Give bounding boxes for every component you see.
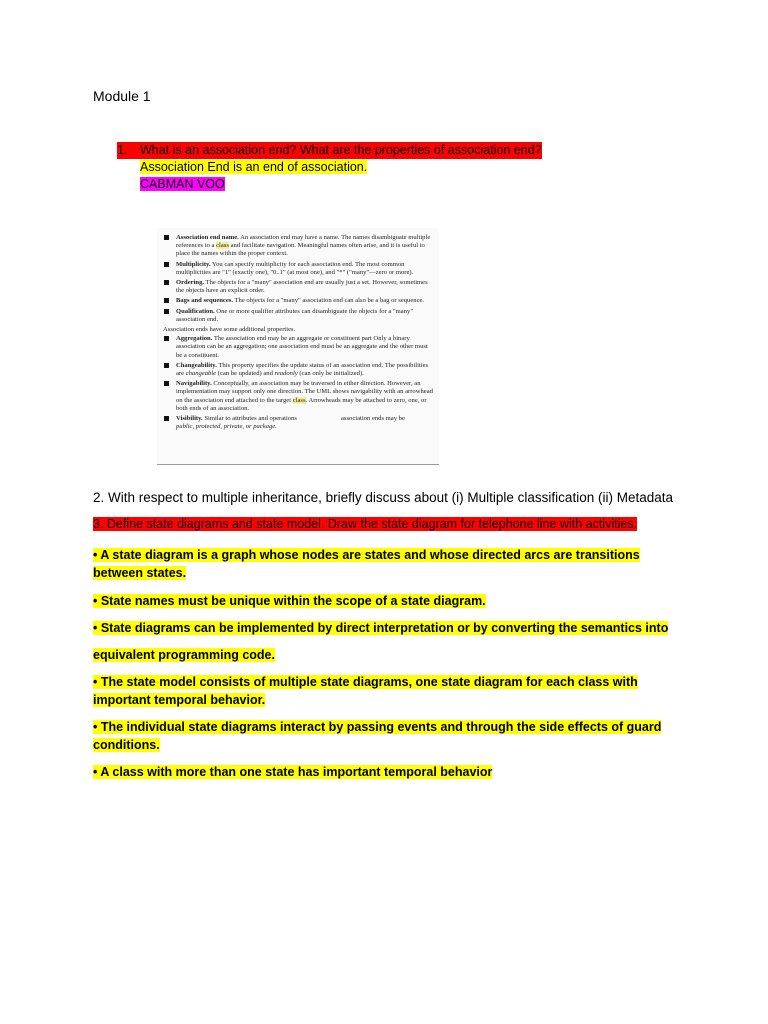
question-3-text: 3. Define state diagrams and state model. Draw the state diagram for telephone line with activities.: [93, 517, 638, 531]
bullet-square-icon: [164, 235, 169, 240]
question-1: [117, 142, 542, 159]
question-1-answer: Association End is an end of association.: [140, 160, 368, 174]
bullet-state-diagram-graph: • A state diagram is a graph whose nodes are states and whose directed arcs are transitions between states.: [93, 548, 640, 580]
question-1-block: [117, 142, 542, 193]
question-1-number: 1.: [117, 142, 140, 159]
bullet-state-names-unique: • State names must be unique within the scope of a state diagram.: [93, 594, 486, 608]
scan-item-qualification: Qualification. One or more qualifier attributes can disambiguate the objects for a "many" association end.: [163, 308, 435, 324]
scan-item-navigability: Navigability. Conceptually, an association may be traversed in either direction. However, an implementation may support only one direction. The UML shows navigability with an arrowhead on the association end attached to the target class. Arrowheads may be attached to zero, one, or both ends of an association.: [163, 380, 435, 413]
bullet-temporal-behavior: • A class with more than one state has important temporal behavior: [93, 765, 493, 779]
scanned-textbook-excerpt: [157, 228, 439, 465]
scan-item-aggregation: Aggregation. The association end may be an aggregate or constituent part Only a binary association can be an aggregation; one association end must be an aggregate and the other must be a constituent.: [163, 335, 435, 360]
question-1-text: What is an association end? What are the properties of association end?: [140, 143, 542, 157]
scan-item-multiplicity: Multiplicity. You can specify multiplicity for each association end. The most common multiplicities are "1" (exactly one), "0..1" (at most one), and "*" ("many"—zero or more).: [163, 261, 435, 277]
cabman-voo-note: CABMAN VOO: [140, 177, 225, 191]
module-title: Module 1: [93, 88, 151, 104]
scan-item-association-end-name: Association end name. An association end may have a name. The names disambiguate multiple references to a class and facilitate navigation. Meaningful names often arise, and it is useful to place the names within the proper context.: [163, 234, 435, 259]
bullet-square-icon: [164, 416, 169, 421]
bullet-implementation-line-2: equivalent programming code.: [93, 648, 275, 662]
bullet-state-model: • The state model consists of multiple state diagrams, one state diagram for each class with important temporal behavior.: [93, 675, 638, 707]
bullet-square-icon: [164, 262, 169, 267]
bullet-square-icon: [164, 336, 169, 341]
bullet-square-icon: [164, 280, 169, 285]
bullet-square-icon: [164, 309, 169, 314]
question-3: [93, 517, 637, 531]
scan-item-visibility: Visibility. Similar to attributes and operations association ends may be public, protected, private, or package.: [163, 415, 435, 431]
bullet-square-icon: [164, 298, 169, 303]
question-2: 2. With respect to multiple inheritance, briefly discuss about (i) Multiple classification (ii) Metadata: [93, 490, 673, 505]
bullet-square-icon: [164, 363, 169, 368]
bullet-implementation-line-1: • State diagrams can be implemented by direct interpretation or by converting the semantics into: [93, 621, 669, 635]
bullet-state-diagrams-interact: • The individual state diagrams interact by passing events and through the side effects of guard conditions.: [93, 720, 662, 752]
scan-item-bags-and-sequences: Bags and sequences. The objects for a "many" association end can also be a bag or sequence.: [163, 297, 435, 305]
scan-item-ordering: Ordering. The objects for a "many" association end are usually just a set. However, sometimes the objects have an explicit order.: [163, 279, 435, 295]
scan-intro-text: Association ends have some additional properties.: [163, 326, 296, 334]
bullet-square-icon: [164, 381, 169, 386]
scan-item-changeability: Changeability. This property specifies the update status of an association end. The possibilities are changeable (can be updated) and readonly (can only be initialized).: [163, 362, 435, 378]
